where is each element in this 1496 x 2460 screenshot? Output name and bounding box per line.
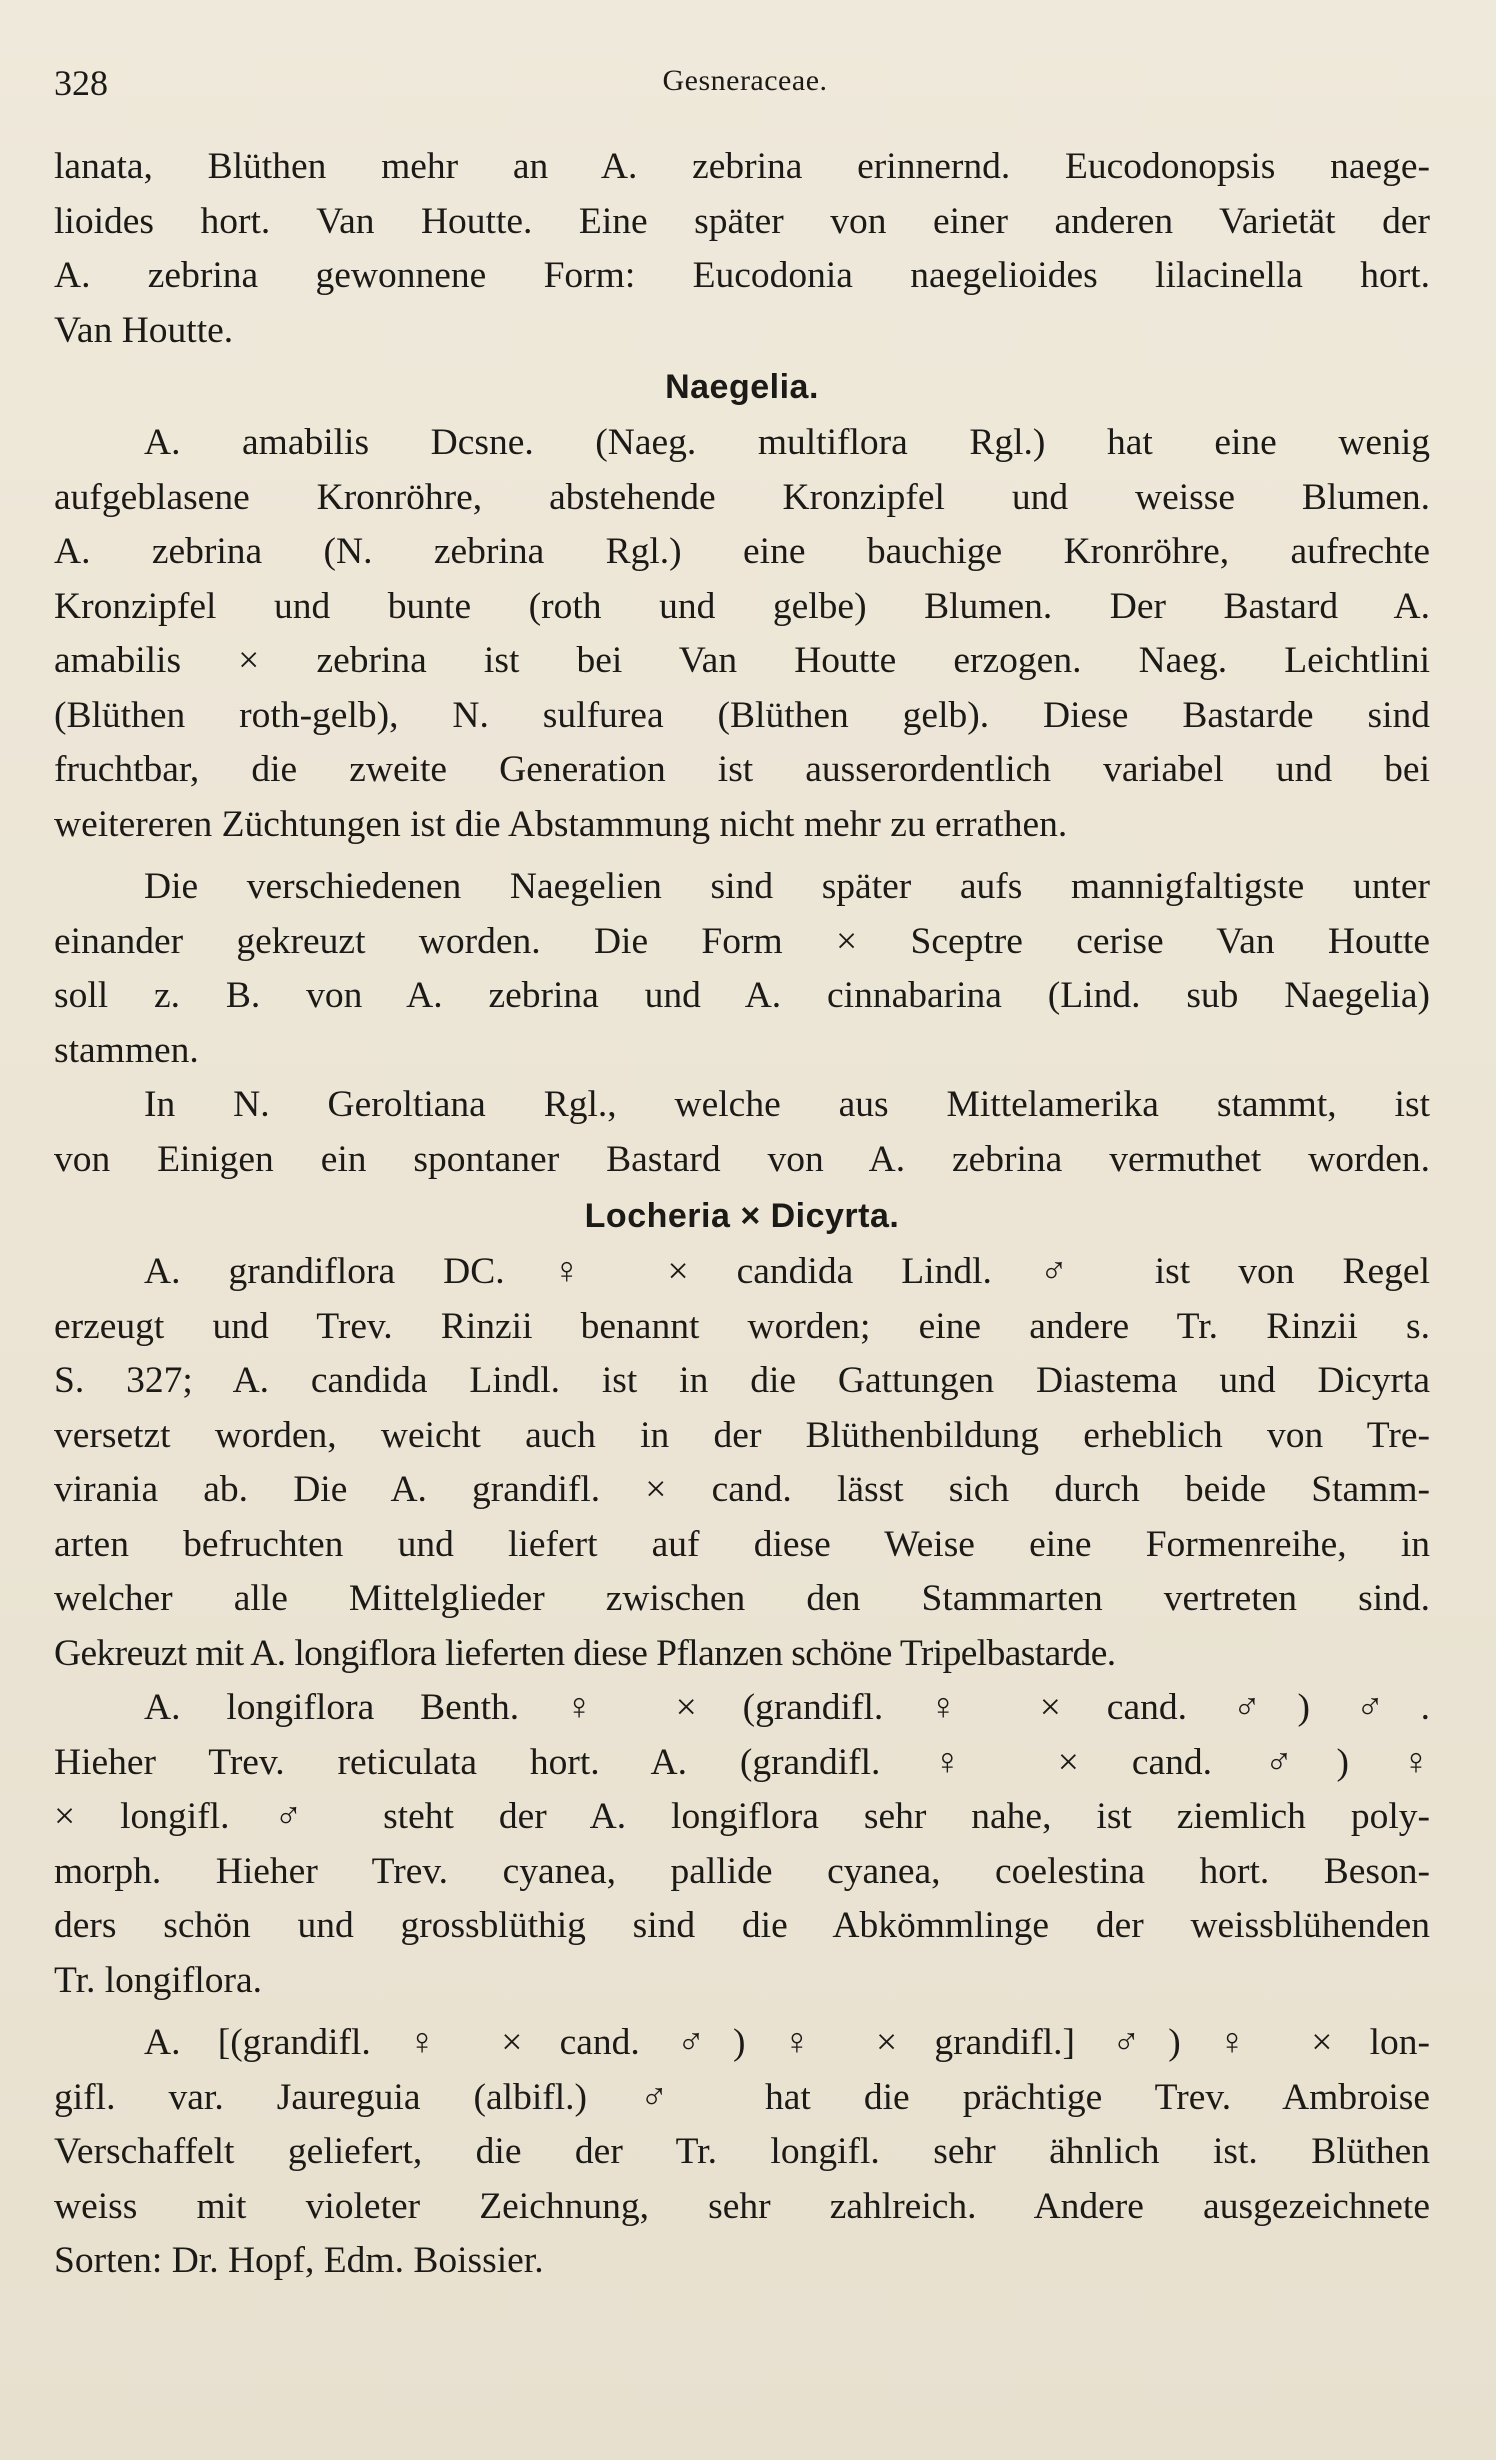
text-line: erzeugt und Trev. Rinzii benannt worden; eine andere Tr. Rinzii s. — [54, 1305, 1430, 1347]
page-number: 328 — [54, 63, 108, 103]
text-line: A. longiflora Benth. ♀ × (grandifl. ♀ × cand. ♂) ♂. — [144, 1687, 1430, 1728]
text-line: In N. Geroltiana Rgl., welche aus Mittelamerika stammt, ist — [144, 1084, 1430, 1125]
text-line: ders schön und grossblüthig sind die Abkömmlinge der weissblühenden — [54, 1905, 1430, 1946]
text-line: lanata, Blüthen mehr an A. zebrina erinnernd. Eucodonopsis naege- — [54, 146, 1430, 187]
text-line: A. zebrina (N. zebrina Rgl.) eine bauchige Kronröhre, aufrechte — [54, 531, 1430, 572]
text-line: A. amabilis Dcsne. (Naeg. multiflora Rgl.) hat eine wenig — [144, 422, 1430, 463]
text-line: weitereren Züchtungen ist die Abstammung nicht mehr zu errathen. — [54, 803, 1068, 845]
text-line: virania ab. Die A. grandifl. × cand. lässt sich durch beide Stamm- — [54, 1469, 1430, 1510]
section-heading-naegelia: Naegelia. — [665, 368, 819, 406]
text-line: morph. Hieher Trev. cyanea, pallide cyanea, coelestina hort. Beson- — [54, 1850, 1430, 1892]
text-line: S. 327; A. candida Lindl. ist in die Gattungen Diastema und Dicyrta — [54, 1360, 1430, 1401]
text-line: lioides hort. Van Houtte. Eine später von einer anderen Varietät der — [54, 200, 1430, 242]
text-line: Sorten: Dr. Hopf, Edm. Boissier. — [54, 2240, 544, 2281]
text-line: einander gekreuzt worden. Die Form × Sceptre cerise Van Houtte — [54, 920, 1430, 962]
text-line: soll z. B. von A. zebrina und A. cinnabarina (Lind. sub Naegelia) — [54, 975, 1430, 1016]
text-line: Van Houtte. — [54, 309, 234, 351]
text-line: × longifl. ♂ steht der A. longiflora sehr nahe, ist ziemlich poly- — [54, 1796, 1430, 1837]
text-line: aufgeblasene Kronröhre, abstehende Kronzipfel und weisse Blumen. — [54, 476, 1430, 518]
text-line: A. zebrina gewonnene Form: Eucodonia naegelioides lilacinella hort. — [54, 255, 1430, 296]
text-line: (Blüthen roth-gelb), N. sulfurea (Blüthen gelb). Diese Bastarde sind — [54, 694, 1430, 736]
text-line: Die verschiedenen Naegelien sind später aufs mannigfaltigste unter — [144, 866, 1430, 907]
text-line: weiss mit violeter Zeichnung, sehr zahlreich. Andere ausgezeichnete — [54, 2185, 1430, 2227]
section-heading-locheria-dicyrta: Locheria × Dicyrta. — [584, 1197, 900, 1235]
text-line: Hieher Trev. reticulata hort. A. (grandifl. ♀ × cand. ♂) ♀ — [54, 1741, 1430, 1783]
text-line: arten befruchten und liefert auf diese Weise eine Formenreihe, in — [54, 1523, 1430, 1565]
text-line: A. grandiflora DC. ♀ × candida Lindl. ♂ ist von Regel — [144, 1251, 1430, 1292]
text-line: Tr. longiflora. — [54, 1959, 263, 2001]
text-line: fruchtbar, die zweite Generation ist ausserordentlich variabel und bei — [54, 749, 1430, 790]
text-line: versetzt worden, weicht auch in der Blüthenbildung erheblich von Tre- — [54, 1414, 1430, 1456]
text-line: welcher alle Mittelglieder zwischen den Stammarten vertreten sind. — [54, 1578, 1430, 1619]
text-line: Verschaffelt geliefert, die der Tr. longifl. sehr ähnlich ist. Blüthen — [54, 2131, 1430, 2172]
text-line: Kronzipfel und bunte (roth und gelbe) Blumen. Der Bastard A. — [54, 585, 1430, 627]
text-line: Gekreuzt mit A. longiflora lieferten diese Pflanzen schöne Tripelbastarde. — [54, 1632, 1116, 1674]
page-header — [54, 62, 1436, 112]
text-line: von Einigen ein spontaner Bastard von A. zebrina vermuthet worden. — [54, 1138, 1430, 1180]
body-text — [54, 140, 1430, 2289]
text-line: stammen. — [54, 1029, 199, 1071]
running-title: Gesneraceae. — [662, 64, 828, 97]
text-line: gifl. var. Jaureguia (albifl.) ♂ hat die prächtige Trev. Ambroise — [54, 2076, 1430, 2118]
text-line: A. [(grandifl. ♀ × cand. ♂) ♀ × grandifl.] ♂) ♀ × lon- — [144, 2022, 1430, 2063]
text-line: amabilis × zebrina ist bei Van Houtte erzogen. Naeg. Leichtlini — [54, 640, 1430, 681]
